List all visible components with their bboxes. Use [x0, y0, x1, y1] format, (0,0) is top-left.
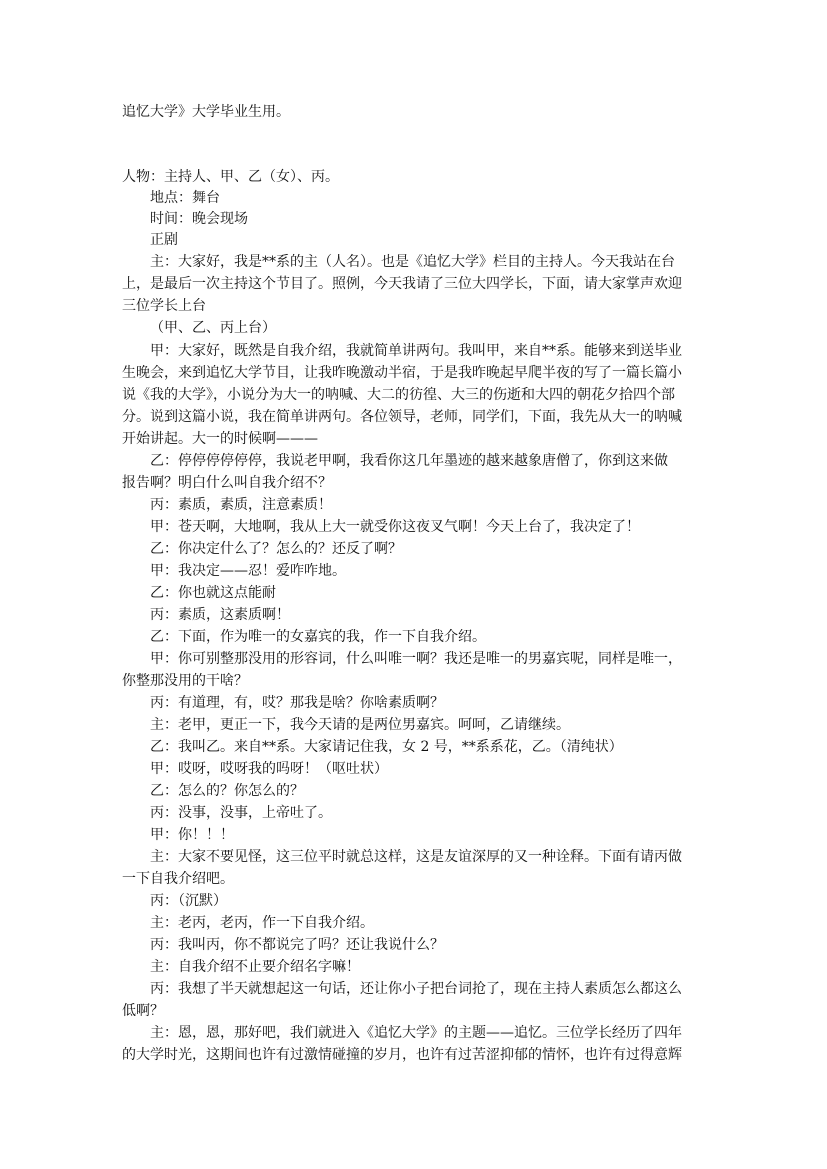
text-line: 丙：素质，素质，注意素质！ [150, 497, 332, 513]
text-line: 生晚会，来到追忆大学节目，让我昨晚激动半宿，于是我昨晚起早爬半夜的写了一篇长篇小 [122, 365, 682, 381]
text-line: 乙：你也就这点能耐 [150, 585, 276, 601]
text-line: 甲：你可别整那没用的形容词，什么叫唯一啊？我还是唯一的男嘉宾呢，同样是唯一， [150, 651, 682, 667]
text-line: 乙：停停停停停停，我说老甲啊，我看你这几年墨迹的越来越象唐僧了，你到这来做 [150, 453, 668, 469]
cast-line: 人物：主持人、甲、乙（女）、丙。 [122, 169, 339, 185]
location-line: 地点：舞台 [150, 190, 220, 206]
text-line: 三位学长上台 [122, 298, 206, 314]
text-line: 报告啊？明白什么叫自我介绍不？ [122, 475, 332, 491]
text-line: 丙：我想了半天就想起这一句话，还让你小子把台词抢了，现在主持人素质怎么都这么 [150, 981, 682, 997]
text-line: 你整那没用的干啥？ [122, 673, 248, 689]
text-line: 低啊？ [122, 1003, 164, 1019]
text-line: 甲：大家好，既然是自我介绍，我就简单讲两句。我叫甲，来自**系。能够来到送毕业 [150, 343, 682, 359]
header-line: 追忆大学》大学毕业生用。 [122, 104, 290, 120]
text-line: 丙：有道理，有，哎？那我是啥？你啥素质啊？ [150, 695, 444, 711]
text-line: 乙：下面，作为唯一的女嘉宾的我，作一下自我介绍。 [150, 629, 486, 645]
text-line: 丙：（沉默） [150, 893, 227, 909]
genre-line: 正剧 [150, 232, 178, 248]
text-line: 甲：哎呀，哎呀我的吗呀！（呕吐状） [150, 761, 388, 777]
text-line: 主：恩，恩，那好吧，我们就进入《追忆大学》的主题——追忆。三位学长经历了四年 [150, 1025, 682, 1041]
text-line: 上，是最后一次主持这个节目了。照例，今天我请了三位大四学长，下面，请大家掌声欢迎 [122, 276, 682, 292]
stage-direction: （甲、乙、丙上台） [150, 320, 276, 336]
text-line: 甲：你！！！ [150, 827, 234, 843]
text-line: 主：老甲，更正一下，我今天请的是两位男嘉宾。呵呵，乙请继续。 [150, 717, 570, 733]
text-line: 说《我的大学》，小说分为大一的呐喊、大二的彷徨、大三的伤逝和大四的朝花夕拾四个部 [122, 387, 675, 403]
text-line: 甲：苍天啊，大地啊，我从上大一就受你这夜叉气啊！今天上台了，我决定了！ [150, 519, 640, 535]
text-line: 乙：你决定什么了？怎么的？还反了啊？ [150, 541, 402, 557]
text-line: 分。说到这篇小说，我在简单讲两句。各位领导，老师，同学们，下面，我先从大一的呐喊 [122, 409, 682, 425]
text-line: 丙：我叫丙，你不都说完了吗？还让我说什么？ [150, 937, 444, 953]
text-line: 乙：我叫乙。来自**系。大家请记住我，女 2 号，**系系花，乙。（清纯状） [150, 739, 623, 755]
text-line: 的大学时光，这期间也许有过激情碰撞的岁月，也许有过苦涩抑郁的情怀，也许有过得意辉 [122, 1047, 682, 1063]
text-line: 一下自我介绍吧。 [122, 871, 234, 887]
text-line: 丙：素质，这素质啊！ [150, 607, 290, 623]
text-line: 乙：怎么的？你怎么的？ [150, 783, 304, 799]
text-line: 主：大家好，我是**系的主（人名）。也是《追忆大学》栏目的主持人。今天我站在台 [150, 254, 675, 270]
text-line: 甲：我决定——忍！爱咋咋地。 [150, 563, 346, 579]
text-line: 开始讲起。大一的时候啊——— [122, 431, 318, 447]
text-line: 主：自我介绍不止要介绍名字嘛！ [150, 959, 360, 975]
text-line: 主：大家不要见怪，这三位平时就总这样，这是友谊深厚的又一种诠释。下面有请丙做 [150, 849, 682, 865]
time-line: 时间：晚会现场 [150, 211, 248, 227]
text-line: 主：老丙，老丙，作一下自我介绍。 [150, 915, 374, 931]
text-line: 丙：没事，没事，上帝吐了。 [150, 805, 332, 821]
